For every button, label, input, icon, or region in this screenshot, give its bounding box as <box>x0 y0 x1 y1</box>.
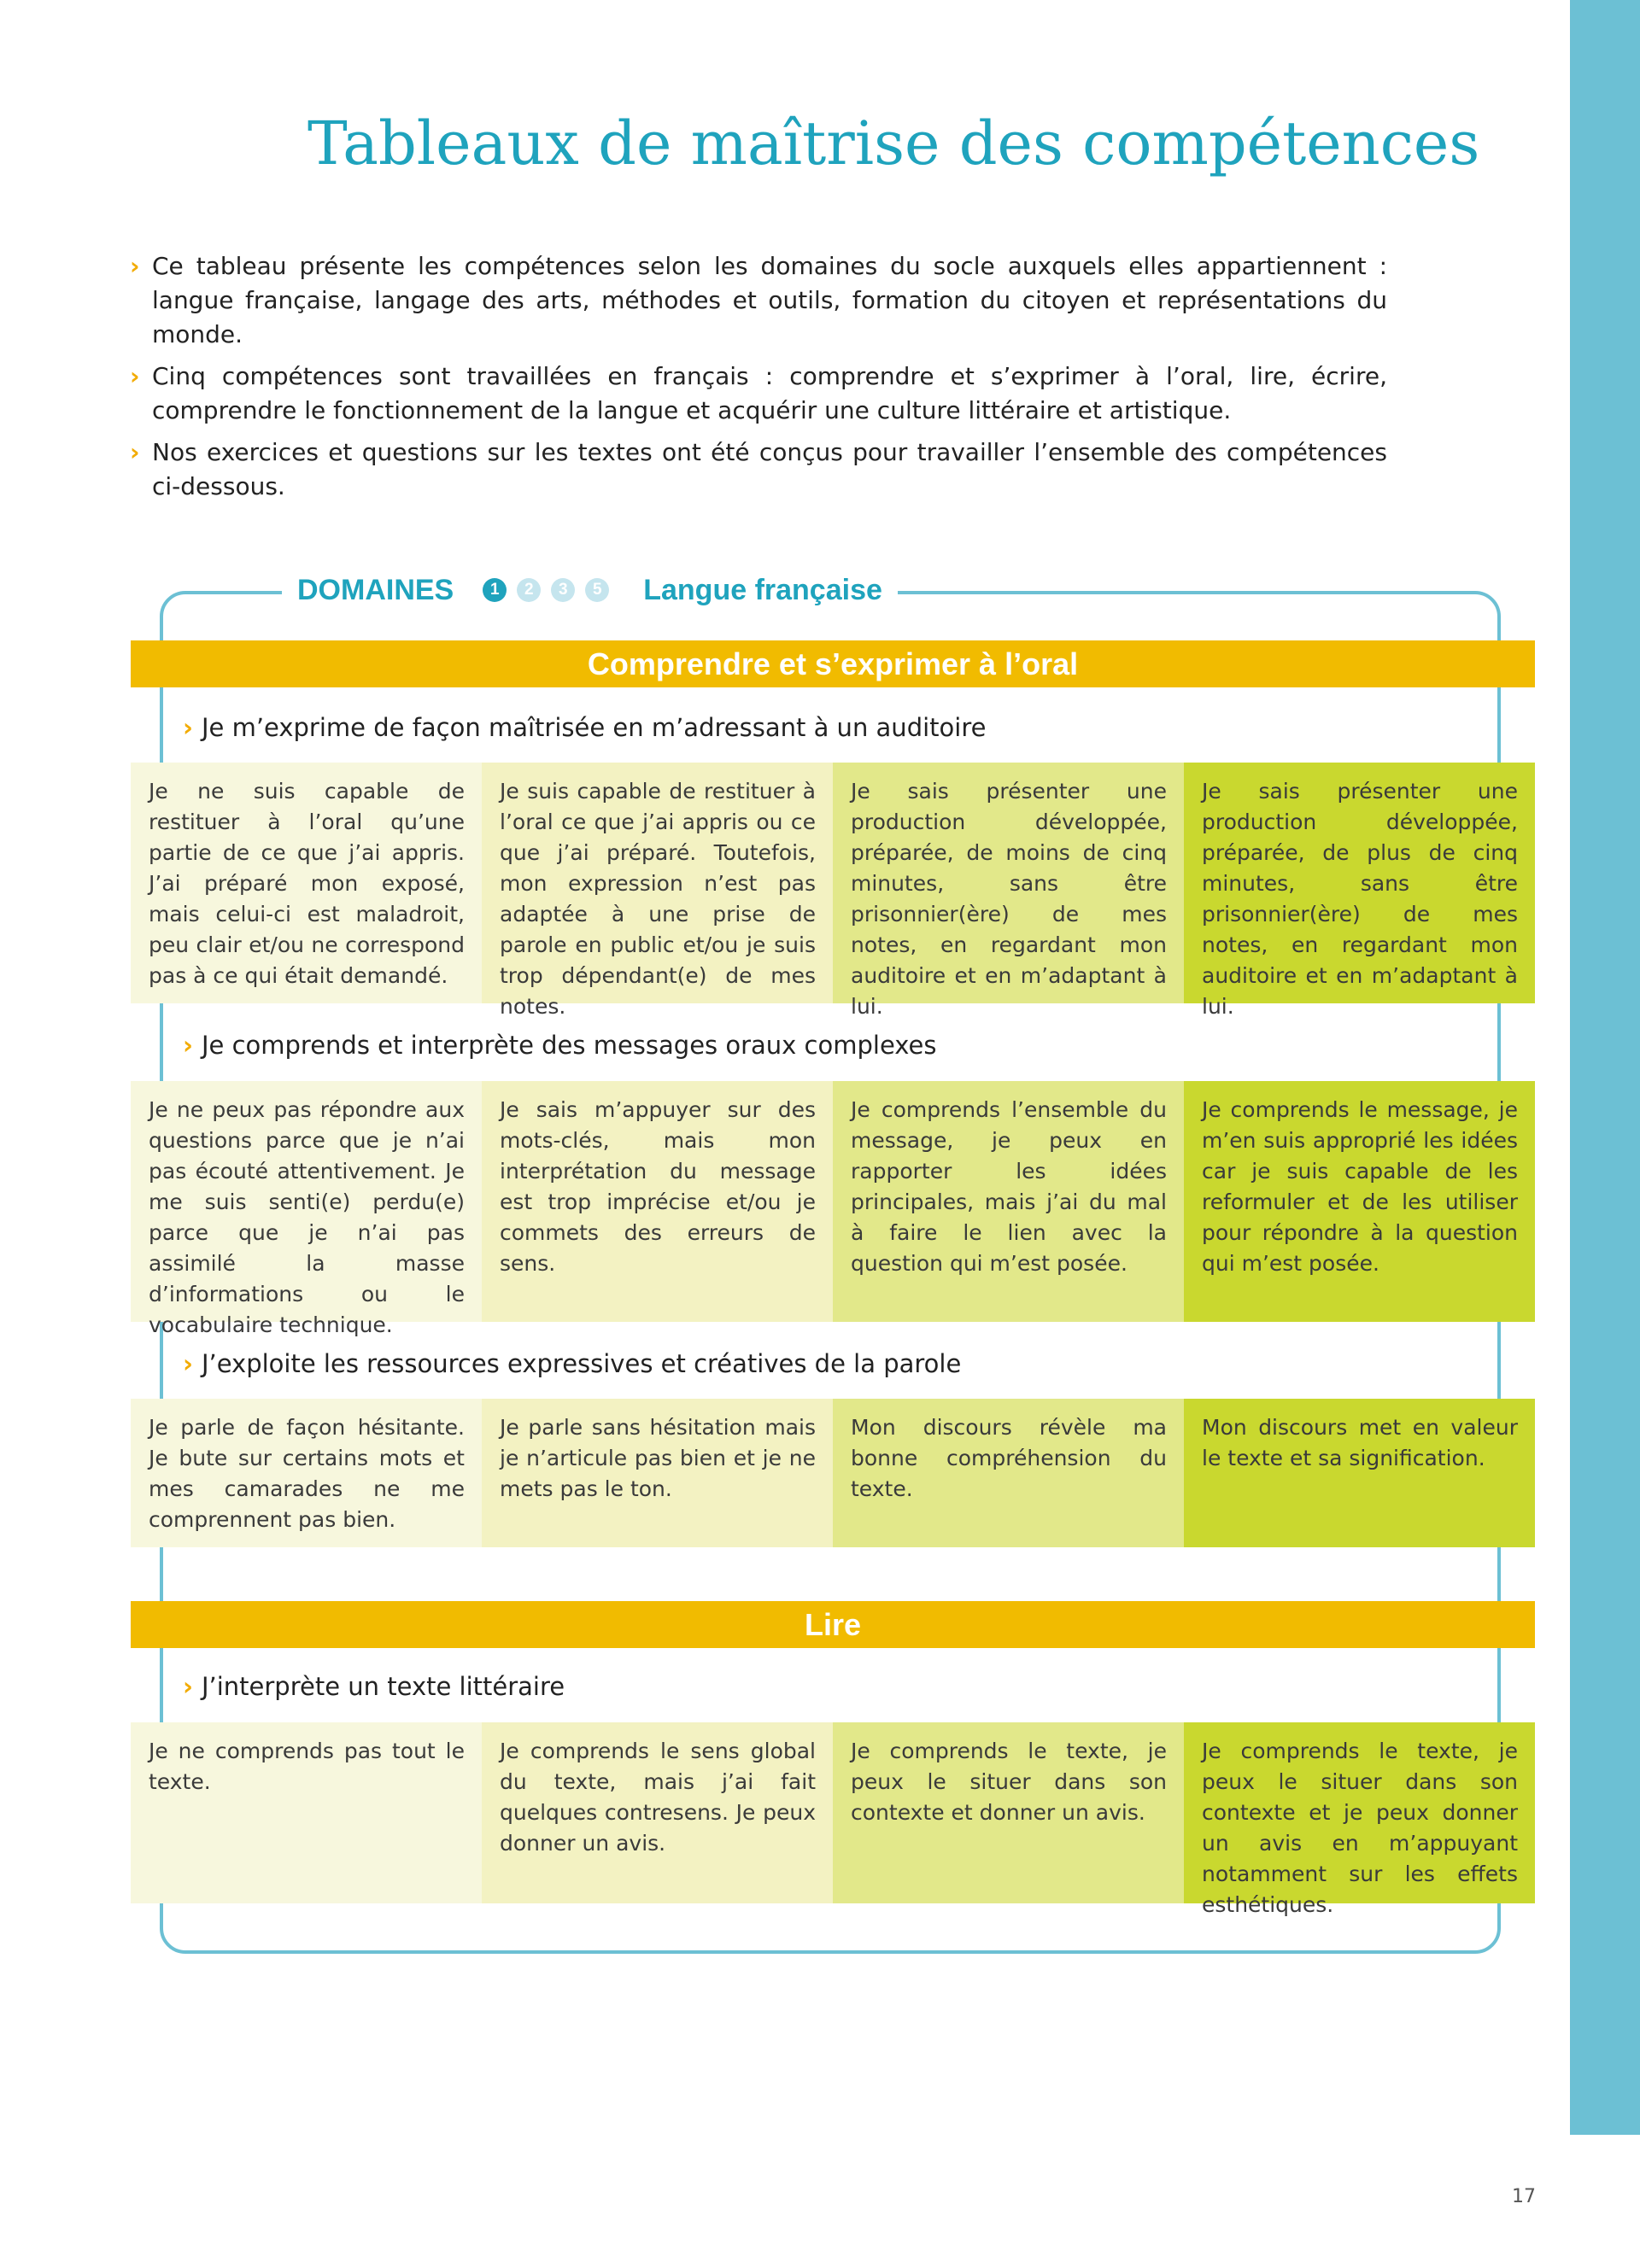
level-cell-1: Je ne peux pas répondre aux questions parce que je n’ai pas écouté attentivement. Je me suis senti(e) perdu(e) parce que je n’ai pas assimilé la masse d’informations ou le vocabulaire technique. <box>131 1081 482 1322</box>
domain-number-badge: 5 <box>585 578 609 602</box>
level-cell-4: Je comprends le message, je m’en suis approprié les idées car je suis capable de les reformuler et de les utiliser pour répondre à la question qui m’est posée. <box>1184 1081 1535 1322</box>
section-title-bar: Lire <box>131 1601 1535 1648</box>
chevron-right-icon: › <box>130 362 140 390</box>
section-title-bar: Comprendre et s’exprimer à l’oral <box>131 640 1535 687</box>
level-cell-2: Je parle sans hésitation mais je n’articule pas bien et je ne mets pas le ton. <box>482 1399 833 1547</box>
skill-heading <box>183 1028 937 1062</box>
intro-bullet <box>130 359 1387 428</box>
level-cell-1: Je parle de façon hésitante. Je bute sur certains mots et mes camarades ne me comprennent pas bien. <box>131 1399 482 1547</box>
skill-heading <box>183 1347 961 1381</box>
level-cell-3: Mon discours révèle ma bonne compréhension du texte. <box>833 1399 1184 1547</box>
level-cell-1: Je ne comprends pas tout le texte. <box>131 1722 482 1903</box>
level-row <box>131 1399 1535 1547</box>
level-cell-1: Je ne suis capable de restituer à l’oral qu’une partie de ce que j’ai appris. J’ai préparé mon exposé, mais celui-ci est maladroit, peu clair et/ou ne correspond pas à ce qui était demandé. <box>131 763 482 1003</box>
level-cell-3: Je comprends le texte, je peux le situer dans son contexte et donner un avis. <box>833 1722 1184 1903</box>
intro-list <box>130 249 1387 511</box>
chevron-right-icon: › <box>183 1672 193 1701</box>
domain-number-badge: 3 <box>551 578 575 602</box>
page-title: Tableaux de maîtrise des compétences <box>308 108 1480 178</box>
skill-label: J’exploite les ressources expressives et créatives de la parole <box>201 1349 962 1378</box>
domains-label: DOMAINES <box>297 573 454 606</box>
level-cell-4: Je comprends le texte, je peux le situer dans son contexte et je peux donner un avis en m’appuyant notamment sur les effets esthétiques. <box>1184 1722 1535 1903</box>
chevron-right-icon: › <box>183 1349 193 1378</box>
level-cell-2: Je suis capable de restituer à l’oral ce que j’ai appris ou ce que j’ai préparé. Toutefois, mon expression n’est pas adaptée à une prise de parole en public et/ou je suis trop dépendant(e) de mes notes. <box>482 763 833 1003</box>
side-color-band <box>1570 0 1640 2135</box>
level-cell-4: Je sais présenter une production développée, préparée, de plus de cinq minutes, sans être prisonnier(ère) de mes notes, en regardant mon auditoire et en m’adaptant à lui. <box>1184 763 1535 1003</box>
level-row <box>131 763 1535 1019</box>
intro-text: Cinq compétences sont travaillées en français : comprendre et s’exprimer à l’oral, lire, écrire, comprendre le fonctionnement de la langue et acquérir une culture littéraire et artistique. <box>152 362 1387 424</box>
chevron-right-icon: › <box>130 252 140 280</box>
domain-name: Langue française <box>643 573 882 606</box>
skill-label: Je comprends et interprète des messages oraux complexes <box>201 1031 937 1060</box>
intro-bullet <box>130 435 1387 504</box>
level-cell-2: Je comprends le sens global du texte, mais j’ai fait quelques contresens. Je peux donner un avis. <box>482 1722 833 1903</box>
level-row <box>131 1722 1535 1917</box>
intro-text: Ce tableau présente les compétences selon les domaines du socle auxquels elles appartiennent : langue française, langage des arts, méthodes et outils, formation du citoyen et représentations du monde. <box>152 252 1387 348</box>
chevron-right-icon: › <box>130 438 140 466</box>
chevron-right-icon: › <box>183 713 193 742</box>
level-cell-2: Je sais m’appuyer sur des mots-clés, mais mon interprétation du message est trop imprécise et/ou je commets des erreurs de sens. <box>482 1081 833 1322</box>
intro-bullet <box>130 249 1387 352</box>
skill-heading <box>183 710 986 745</box>
skill-label: J’interprète un texte littéraire <box>201 1672 565 1701</box>
intro-text: Nos exercices et questions sur les textes ont été conçus pour travailler l’ensemble des compétences ci-dessous. <box>152 438 1387 500</box>
level-cell-4: Mon discours met en valeur le texte et sa signification. <box>1184 1399 1535 1547</box>
level-cell-3: Je sais présenter une production développée, préparée, de moins de cinq minutes, sans être prisonnier(ère) de mes notes, en regardant mon auditoire et en m’adaptant à lui. <box>833 763 1184 1003</box>
skill-heading <box>183 1669 565 1704</box>
domains-header <box>282 569 898 611</box>
domain-number-badge: 1 <box>483 578 507 602</box>
page-number: 17 <box>1512 2186 1536 2207</box>
skill-label: Je m’exprime de façon maîtrisée en m’adressant à un auditoire <box>201 713 987 742</box>
level-row <box>131 1081 1535 1337</box>
chevron-right-icon: › <box>183 1031 193 1060</box>
domain-number-badge: 2 <box>517 578 541 602</box>
level-cell-3: Je comprends l’ensemble du message, je peux en rapporter les idées principales, mais j’ai du mal à faire le lien avec la question qui m’est posée. <box>833 1081 1184 1322</box>
